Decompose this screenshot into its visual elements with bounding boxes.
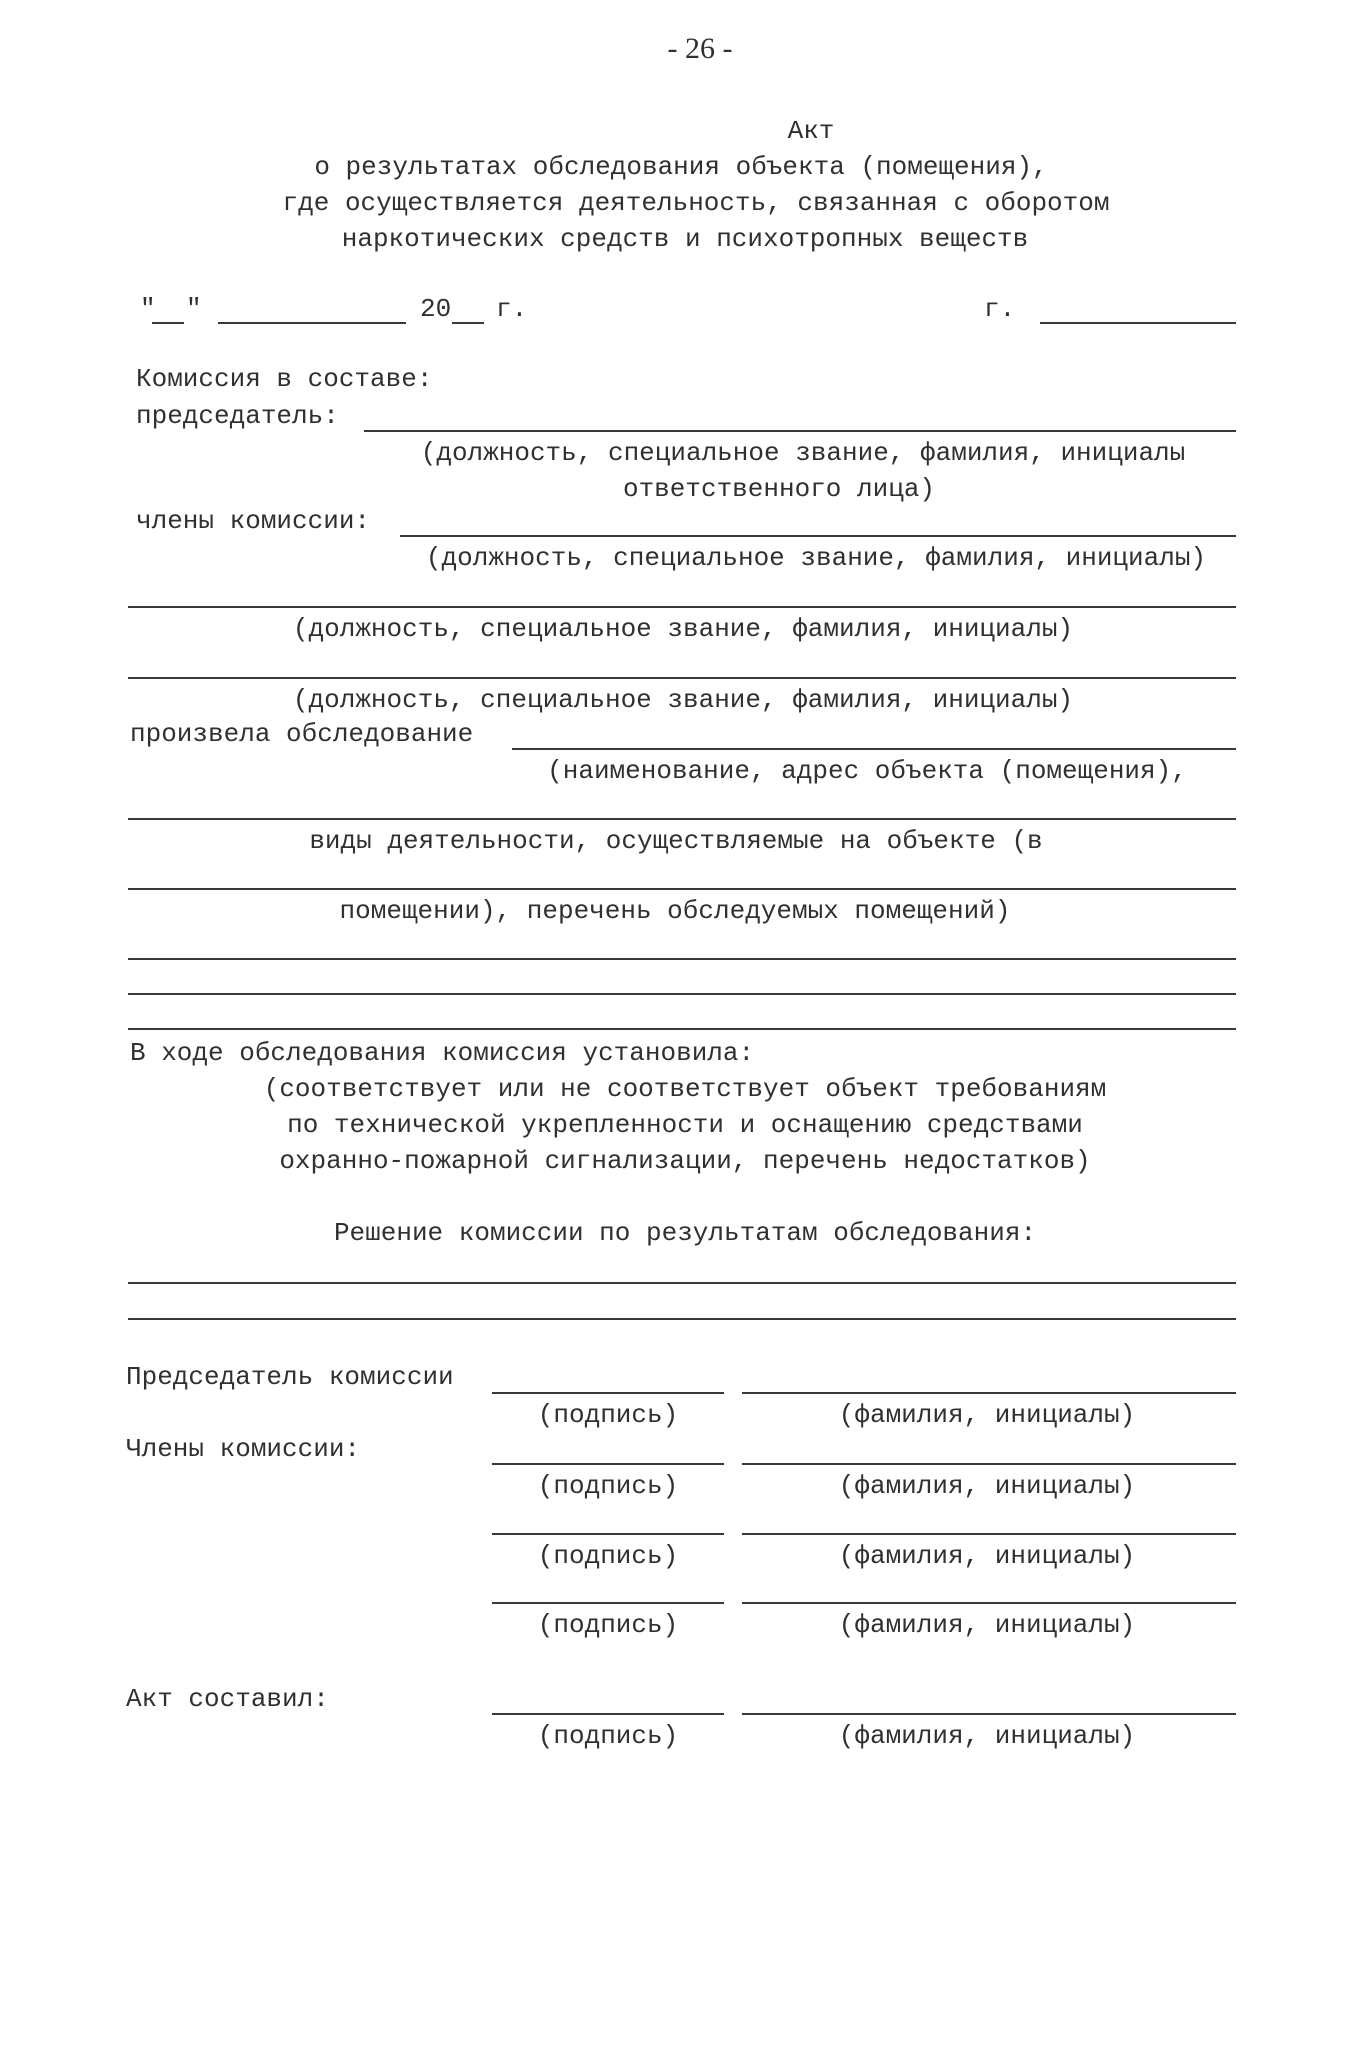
city-prefix: г.: [984, 294, 1016, 324]
name-hint: (фамилия, инициалы): [838, 1400, 1136, 1430]
chairman-hint: (должность, специальное звание, фамилия, инициалы: [420, 438, 1186, 468]
document-title-line-4: наркотических средств и психотропных веществ: [341, 224, 1029, 254]
findings-hint-1: (соответствует или не соответствует объект требованиям: [263, 1074, 1107, 1104]
survey-field[interactable]: [512, 748, 1236, 750]
chairman-label: председатель:: [136, 401, 339, 431]
signature-hint: (подпись): [537, 1400, 679, 1430]
findings-heading: В ходе обследования комиссия установила:: [130, 1038, 755, 1068]
member-1-name-field[interactable]: [742, 1463, 1236, 1465]
member-2-name-field[interactable]: [742, 1533, 1236, 1535]
name-hint: (фамилия, инициалы): [838, 1541, 1136, 1571]
findings-hint-3: охранно-пожарной сигнализации, перечень недостатков): [279, 1146, 1091, 1176]
signature-author-label: Акт составил:: [126, 1684, 329, 1714]
survey-field-2[interactable]: [128, 818, 1236, 820]
member-hint-2: (должность, специальное звание, фамилия, инициалы): [292, 614, 1074, 644]
chairman-field[interactable]: [364, 430, 1236, 432]
member-3-signature-field[interactable]: [492, 1602, 724, 1604]
decision-heading: Решение комиссии по результатам обследования:: [333, 1218, 1037, 1248]
survey-field-3[interactable]: [128, 888, 1236, 890]
signature-hint: (подпись): [537, 1471, 679, 1501]
year-suffix: г.: [496, 294, 528, 324]
signature-hint: (подпись): [537, 1721, 679, 1751]
page-number: - 26 -: [667, 32, 733, 65]
member-hint-3: (должность, специальное звание, фамилия, инициалы): [292, 685, 1074, 715]
member-field-1[interactable]: [400, 535, 1236, 537]
survey-field-4[interactable]: [128, 958, 1236, 960]
document-title-line-3: где осуществляется деятельность, связанная с оборотом: [282, 188, 1110, 218]
survey-hint-3: помещении), перечень обследуемых помещений): [339, 896, 1011, 926]
member-3-name-field[interactable]: [742, 1602, 1236, 1604]
chairman-name-field[interactable]: [742, 1392, 1236, 1394]
year-prefix: 20: [420, 294, 452, 324]
member-1-signature-field[interactable]: [492, 1463, 724, 1465]
member-hint-1: (должность, специальное звание, фамилия, инициалы): [425, 543, 1207, 573]
year-field[interactable]: [452, 322, 484, 324]
document-title: Акт: [787, 116, 835, 146]
commission-heading: Комиссия в составе:: [136, 364, 433, 394]
signature-chairman-label: Председатель комиссии: [126, 1362, 454, 1392]
name-hint: (фамилия, инициалы): [838, 1721, 1136, 1751]
name-hint: (фамилия, инициалы): [838, 1610, 1136, 1640]
member-2-signature-field[interactable]: [492, 1533, 724, 1535]
city-field[interactable]: [1040, 322, 1236, 324]
decision-field-2[interactable]: [128, 1318, 1236, 1320]
member-field-2[interactable]: [128, 606, 1236, 608]
document-title-line-2: о результатах обследования объекта (помещения),: [314, 152, 1048, 182]
signature-hint: (подпись): [537, 1541, 679, 1571]
author-signature-field[interactable]: [492, 1713, 724, 1715]
members-label: члены комиссии:: [136, 506, 371, 536]
survey-field-5[interactable]: [128, 993, 1236, 995]
date-quote-open: ": [140, 294, 156, 324]
signature-members-label: Члены комиссии:: [126, 1434, 361, 1464]
survey-hint-2: виды деятельности, осуществляемые на объекте (в: [309, 826, 1043, 856]
survey-field-6[interactable]: [128, 1028, 1236, 1030]
survey-label: произвела обследование: [130, 719, 474, 749]
findings-hint-2: по технической укрепленности и оснащению средствами: [287, 1110, 1083, 1140]
day-field[interactable]: [152, 322, 184, 324]
member-field-3[interactable]: [128, 677, 1236, 679]
author-name-field[interactable]: [742, 1713, 1236, 1715]
name-hint: (фамилия, инициалы): [838, 1471, 1136, 1501]
chairman-hint-line-2: ответственного лица): [622, 474, 936, 504]
chairman-signature-field[interactable]: [492, 1392, 724, 1394]
survey-hint-1: (наименование, адрес объекта (помещения),: [547, 756, 1187, 786]
date-quote-close: ": [186, 294, 202, 324]
decision-field-1[interactable]: [128, 1282, 1236, 1284]
month-field[interactable]: [218, 322, 406, 324]
signature-hint: (подпись): [537, 1610, 679, 1640]
